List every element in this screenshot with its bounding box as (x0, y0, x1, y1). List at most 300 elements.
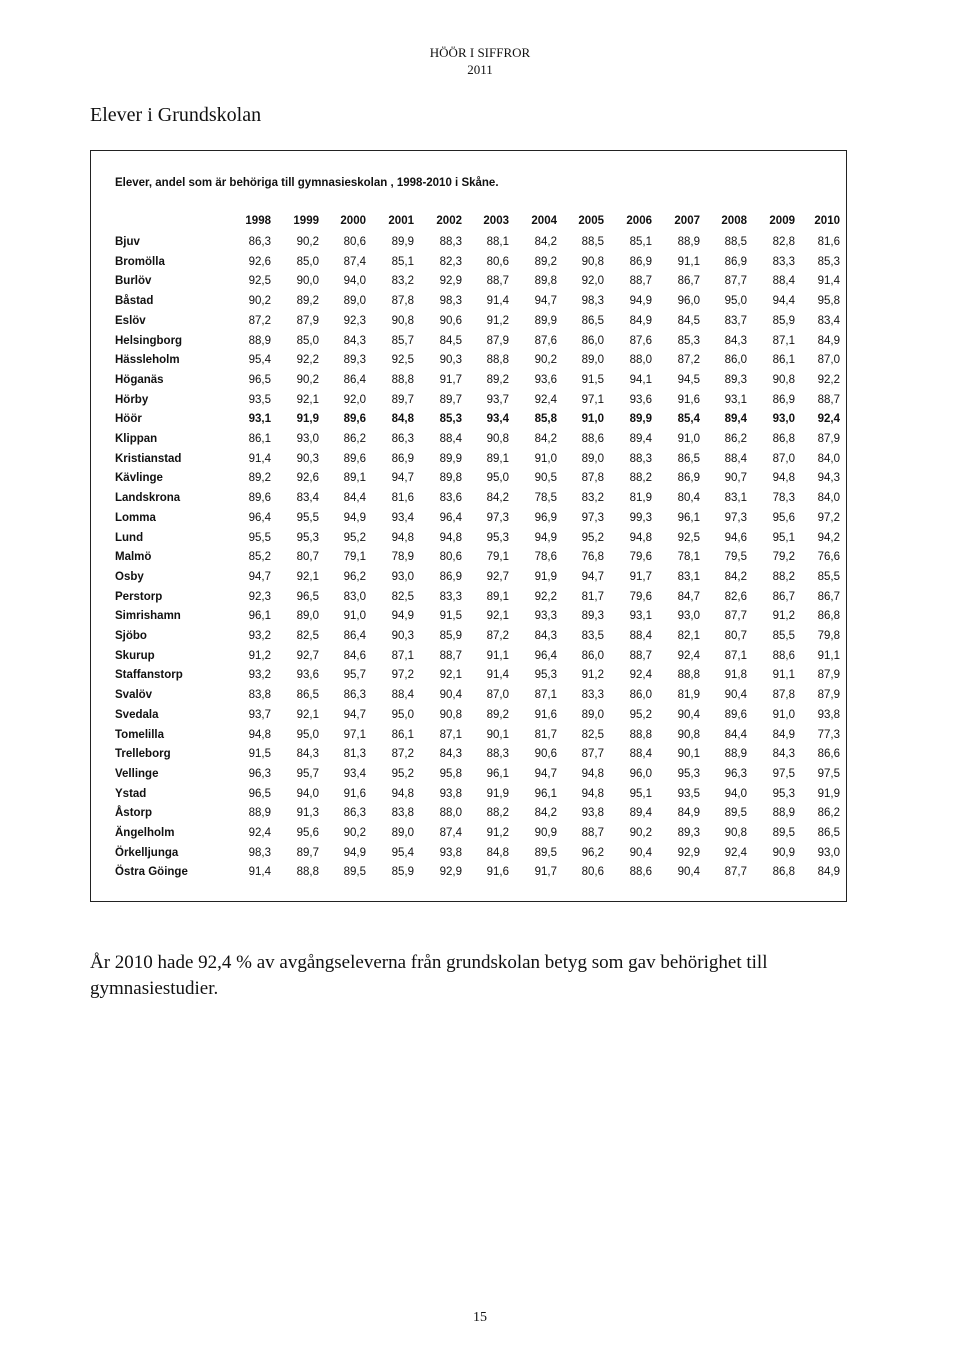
table-cell: 90,6 (534, 748, 557, 761)
table-cell: 94,9 (534, 531, 557, 544)
table-cell: 87,0 (486, 689, 509, 702)
table-cell: 87,9 (486, 334, 509, 347)
table-cell: 86,3 (343, 689, 366, 702)
table-cell: 82,1 (677, 630, 700, 642)
table-cell: 89,3 (724, 373, 747, 386)
municipality-name: Åstorp (115, 807, 153, 820)
table-cell: 87,6 (534, 334, 557, 347)
table-cell: 83,0 (343, 590, 366, 603)
table-cell: 85,3 (677, 334, 700, 347)
table-cell: 95,3 (677, 767, 700, 780)
municipality-name: Lomma (115, 511, 156, 524)
table-cell: 84,5 (439, 334, 462, 347)
table-cell: 90,2 (629, 827, 652, 839)
table-cell: 89,1 (343, 472, 366, 485)
table-cell: 86,5 (677, 452, 700, 465)
table-cell: 88,9 (677, 236, 700, 248)
table-cell: 79,1 (486, 551, 509, 564)
table-cell: 92,0 (581, 275, 604, 288)
table-cell: 96,2 (581, 846, 604, 859)
table-cell: 84,6 (343, 649, 366, 662)
table-cell: 84,9 (677, 807, 700, 820)
table-cell: 93,0 (772, 413, 795, 426)
table-row (91, 729, 848, 749)
table-cell: 87,9 (296, 314, 319, 327)
table-cell: 90,2 (534, 354, 557, 367)
table-cell: 88,3 (629, 452, 652, 465)
table-cell: 89,0 (581, 452, 604, 465)
table-cell: 95,0 (391, 708, 414, 721)
table-cell: 88,9 (248, 807, 271, 820)
table-cell: 94,8 (439, 531, 462, 544)
table-cell: 92,4 (724, 846, 747, 859)
table-cell: 92,3 (343, 314, 366, 327)
table-cell: 76,8 (581, 551, 604, 564)
table-cell: 91,2 (581, 669, 604, 682)
table-row (91, 315, 848, 335)
table-cell: 91,4 (486, 669, 509, 682)
table-cell: 88,8 (629, 728, 652, 741)
table-cell: 83,4 (817, 314, 840, 327)
table-cell: 91,5 (248, 748, 271, 761)
table-cell: 86,1 (391, 728, 414, 741)
table-cell: 89,6 (343, 452, 366, 465)
municipality-name: Landskrona (115, 492, 181, 505)
table-cell: 85,3 (817, 255, 840, 268)
table-row (91, 709, 848, 729)
table-cell: 91,8 (724, 669, 747, 682)
table-cell: 87,7 (724, 866, 747, 879)
table-cell: 86,3 (343, 807, 366, 820)
table-cell: 91,9 (817, 787, 840, 800)
table-cell: 88,4 (391, 689, 414, 702)
table-cell: 95,1 (772, 531, 795, 544)
table-row (91, 591, 848, 611)
table-cell: 89,5 (343, 866, 366, 879)
table-cell: 86,1 (772, 354, 795, 367)
table-cell: 94,6 (724, 531, 747, 544)
table-cell: 89,7 (296, 846, 319, 859)
table-cell: 91,7 (534, 866, 557, 879)
table-cell: 88,8 (391, 373, 414, 386)
table-cell: 82,5 (391, 590, 414, 603)
municipality-name: Osby (115, 570, 144, 583)
table-cell: 82,3 (439, 255, 462, 268)
table-cell: 91,4 (248, 452, 271, 465)
table-cell: 94,9 (343, 511, 366, 524)
table-cell: 94,8 (391, 531, 414, 544)
table-cell: 86,7 (817, 590, 840, 603)
table-cell: 83,7 (724, 314, 747, 327)
table-cell: 83,5 (581, 630, 604, 642)
table-cell: 92,4 (248, 827, 271, 839)
table-cell: 88,5 (581, 236, 604, 248)
table-cell: 97,3 (486, 511, 509, 524)
table-cell: 86,0 (581, 334, 604, 347)
table-cell: 83,3 (772, 255, 795, 268)
table-cell: 96,0 (629, 767, 652, 780)
table-cell: 94,5 (677, 373, 700, 386)
table-cell: 95,3 (772, 787, 795, 800)
municipality-name: Perstorp (115, 590, 163, 603)
year-header-2006: 2006 (626, 215, 652, 227)
table-row (91, 472, 848, 492)
table-cell: 85,9 (772, 314, 795, 327)
year-header-2009: 2009 (769, 215, 795, 227)
table-cell: 95,3 (534, 669, 557, 682)
table-cell: 84,3 (296, 748, 319, 761)
table-cell: 95,8 (439, 767, 462, 780)
table-cell: 93,6 (296, 669, 319, 682)
table-cell: 80,6 (343, 236, 366, 248)
table-cell: 87,8 (581, 472, 604, 485)
table-cell: 93,4 (343, 767, 366, 780)
table-row (91, 866, 848, 886)
table-row (91, 847, 848, 867)
report-header (0, 44, 960, 78)
page-title: Elever i Grundskolan (90, 104, 262, 126)
table-cell: 92,6 (248, 255, 271, 268)
table-cell: 93,8 (439, 846, 462, 859)
municipality-name: Örkelljunga (115, 846, 179, 859)
table-cell: 93,0 (391, 570, 414, 583)
table-cell: 91,0 (677, 433, 700, 445)
table-cell: 91,9 (296, 413, 319, 426)
table-cell: 97,5 (772, 767, 795, 780)
table-cell: 94,8 (772, 472, 795, 485)
table-cell: 89,4 (724, 413, 747, 426)
table-cell: 94,7 (248, 570, 271, 583)
table-cell: 88,4 (629, 630, 652, 642)
municipality-name: Hässleholm (115, 354, 180, 367)
table-cell: 86,9 (439, 570, 462, 583)
table-cell: 78,1 (677, 551, 700, 564)
table-row (91, 669, 848, 689)
table-row (91, 807, 848, 827)
table-cell: 91,4 (248, 866, 271, 879)
table-cell: 95,1 (629, 787, 652, 800)
table-cell: 78,3 (772, 492, 795, 505)
table-row (91, 413, 848, 433)
table-cell: 92,1 (296, 708, 319, 721)
table-cell: 87,9 (817, 689, 840, 702)
municipality-name: Ystad (115, 787, 147, 800)
table-cell: 96,5 (248, 787, 271, 800)
table-cell: 89,0 (581, 354, 604, 367)
table-cell: 84,2 (724, 570, 747, 583)
table-cell: 95,5 (248, 531, 271, 544)
table-cell: 90,2 (248, 295, 271, 308)
table-cell: 83,2 (581, 492, 604, 505)
table-cell: 90,3 (439, 354, 462, 367)
table-cell: 96,3 (724, 767, 747, 780)
table-cell: 86,2 (817, 807, 840, 820)
table-cell: 92,2 (817, 373, 840, 386)
table-cell: 95,2 (629, 708, 652, 721)
table-cell: 84,3 (343, 334, 366, 347)
table-cell: 96,4 (534, 649, 557, 662)
table-cell: 82,8 (772, 236, 795, 248)
table-row (91, 492, 848, 512)
table-cell: 78,9 (391, 551, 414, 564)
table-cell: 95,3 (486, 531, 509, 544)
table-cell: 91,9 (486, 787, 509, 800)
table-cell: 88,5 (724, 236, 747, 248)
table-cell: 86,2 (724, 433, 747, 445)
table-cell: 91,7 (629, 570, 652, 583)
table-cell: 86,9 (677, 472, 700, 485)
table-cell: 88,6 (581, 433, 604, 445)
table-cell: 83,4 (296, 492, 319, 505)
table-row (91, 650, 848, 670)
table-cell: 95,4 (391, 846, 414, 859)
table-cell: 88,7 (439, 649, 462, 662)
table-cell: 93,0 (677, 610, 700, 623)
table-cell: 92,7 (486, 570, 509, 583)
table-cell: 95,7 (343, 669, 366, 682)
year-header-2005: 2005 (578, 215, 604, 227)
table-cell: 92,1 (486, 610, 509, 623)
municipality-name: Tomelilla (115, 728, 164, 741)
table-cell: 95,6 (772, 511, 795, 524)
table-cell: 84,5 (677, 314, 700, 327)
table-row (91, 236, 848, 256)
table-cell: 87,1 (772, 334, 795, 347)
table-cell: 79,5 (724, 551, 747, 564)
table-cell: 97,2 (817, 511, 840, 524)
municipality-name: Bjuv (115, 236, 140, 248)
table-cell: 79,1 (343, 551, 366, 564)
table-cell: 90,2 (343, 827, 366, 839)
table-cell: 92,1 (296, 393, 319, 406)
table-cell: 93,2 (248, 630, 271, 642)
table-cell: 92,4 (534, 393, 557, 406)
table-cell: 84,2 (534, 433, 557, 445)
table-cell: 84,2 (534, 236, 557, 248)
table-cell: 85,0 (296, 334, 319, 347)
table-cell: 94,7 (391, 472, 414, 485)
table-cell: 84,3 (534, 630, 557, 642)
table-cell: 79,6 (629, 590, 652, 603)
table-cell: 84,2 (486, 492, 509, 505)
municipality-name: Höör (115, 413, 142, 426)
table-cell: 95,8 (817, 295, 840, 308)
table-cell: 88,0 (439, 807, 462, 820)
municipality-name: Lund (115, 531, 144, 544)
table-cell: 88,7 (629, 649, 652, 662)
table-cell: 92,2 (534, 590, 557, 603)
table-caption: Elever, andel som är behöriga till gymnasieskolan , 1998-2010 i Skåne. (115, 177, 499, 189)
table-cell: 88,1 (486, 236, 509, 248)
table-cell: 86,9 (772, 393, 795, 406)
table-cell: 83,8 (248, 689, 271, 702)
table-cell: 87,9 (817, 433, 840, 445)
summary-text: År 2010 hade 92,4 % av avgångseleverna från grundskolan betyg som gav behörighet till gymnasiestudier. (90, 952, 768, 999)
table-cell: 97,5 (817, 767, 840, 780)
table-cell: 87,0 (772, 452, 795, 465)
table-cell: 92,9 (677, 846, 700, 859)
table-cell: 84,3 (439, 748, 462, 761)
table-cell: 90,9 (772, 846, 795, 859)
table-cell: 95,2 (343, 531, 366, 544)
table-cell: 92,9 (439, 866, 462, 879)
table-cell: 93,4 (486, 413, 509, 426)
table-cell: 95,2 (391, 767, 414, 780)
table-cell: 95,0 (296, 728, 319, 741)
table-cell: 94,8 (629, 531, 652, 544)
table-cell: 91,0 (343, 610, 366, 623)
table-cell: 91,4 (817, 275, 840, 288)
table-cell: 86,3 (391, 433, 414, 445)
table-cell: 84,0 (817, 492, 840, 505)
table-cell: 89,2 (248, 472, 271, 485)
table-cell: 85,5 (772, 630, 795, 642)
table-cell: 93,6 (534, 373, 557, 386)
table-cell: 89,7 (439, 393, 462, 406)
table-cell: 81,7 (581, 590, 604, 603)
table-cell: 93,7 (248, 708, 271, 721)
table-cell: 87,7 (724, 275, 747, 288)
table-cell: 89,2 (486, 708, 509, 721)
table-cell: 94,0 (724, 787, 747, 800)
table-cell: 88,8 (296, 866, 319, 879)
municipality-name: Bromölla (115, 255, 165, 268)
table-cell: 94,9 (629, 295, 652, 308)
table-cell: 95,7 (296, 767, 319, 780)
table-cell: 94,4 (772, 295, 795, 308)
table-cell: 96,3 (248, 767, 271, 780)
table-cell: 86,0 (581, 649, 604, 662)
table-cell: 89,3 (581, 610, 604, 623)
table-cell: 88,7 (581, 827, 604, 839)
report-header-year: 2011 (467, 62, 493, 77)
table-cell: 93,7 (486, 393, 509, 406)
table-cell: 91,2 (772, 610, 795, 623)
table-cell: 88,6 (772, 649, 795, 662)
table-cell: 87,8 (772, 689, 795, 702)
table-cell: 93,1 (248, 413, 271, 426)
table-cell: 89,7 (391, 393, 414, 406)
table-cell: 97,3 (581, 511, 604, 524)
table-cell: 86,8 (772, 433, 795, 445)
table-cell: 88,4 (772, 275, 795, 288)
table-cell: 90,6 (439, 314, 462, 327)
table-cell: 94,8 (581, 767, 604, 780)
table-cell: 88,8 (486, 354, 509, 367)
table-cell: 89,0 (343, 295, 366, 308)
table-cell: 97,1 (343, 728, 366, 741)
table-cell: 87,7 (581, 748, 604, 761)
year-header-2007: 2007 (674, 215, 700, 227)
table-row (91, 689, 848, 709)
table-cell: 96,5 (248, 373, 271, 386)
year-header-2000: 2000 (340, 215, 366, 227)
table-cell: 79,8 (817, 630, 840, 642)
table-cell: 84,8 (391, 413, 414, 426)
table-cell: 94,7 (534, 295, 557, 308)
table-cell: 89,3 (343, 354, 366, 367)
table-cell: 94,8 (391, 787, 414, 800)
table-cell: 89,0 (391, 827, 414, 839)
municipality-name: Båstad (115, 295, 154, 308)
table-cell: 90,8 (772, 373, 795, 386)
municipality-name: Helsingborg (115, 334, 183, 347)
municipality-name: Svalöv (115, 689, 153, 702)
table-row (91, 748, 848, 768)
table-cell: 84,3 (724, 334, 747, 347)
year-header-1999: 1999 (293, 215, 319, 227)
table-cell: 96,1 (677, 511, 700, 524)
table-cell: 86,2 (343, 433, 366, 445)
table-cell: 97,3 (724, 511, 747, 524)
table-cell: 90,4 (629, 846, 652, 859)
table-cell: 93,3 (534, 610, 557, 623)
table-cell: 77,3 (817, 728, 840, 741)
table-cell: 94,3 (817, 472, 840, 485)
table-cell: 94,8 (248, 728, 271, 741)
table-cell: 92,6 (296, 472, 319, 485)
table-cell: 82,6 (724, 590, 747, 603)
table-cell: 86,4 (343, 630, 366, 642)
table-cell: 98,3 (248, 846, 271, 859)
municipality-name: Hörby (115, 393, 149, 406)
municipality-name: Trelleborg (115, 748, 171, 761)
table-cell: 94,0 (343, 275, 366, 288)
table-cell: 88,3 (486, 748, 509, 761)
table-cell: 94,7 (343, 708, 366, 721)
table-cell: 89,5 (534, 846, 557, 859)
table-cell: 91,0 (581, 413, 604, 426)
table-row (91, 374, 848, 394)
table-cell: 81,6 (391, 492, 414, 505)
table-cell: 84,4 (343, 492, 366, 505)
table-row (91, 512, 848, 532)
table-cell: 84,2 (534, 807, 557, 820)
table-cell: 90,8 (581, 255, 604, 268)
table-cell: 90,8 (391, 314, 414, 327)
table-cell: 78,5 (534, 492, 557, 505)
table-cell: 81,9 (677, 689, 700, 702)
table-cell: 83,1 (677, 570, 700, 583)
table-cell: 83,1 (724, 492, 747, 505)
table-cell: 81,7 (534, 728, 557, 741)
table-cell: 83,8 (391, 807, 414, 820)
table-cell: 87,9 (817, 669, 840, 682)
table-cell: 80,4 (677, 492, 700, 505)
table-row (91, 275, 848, 295)
table-cell: 91,1 (677, 255, 700, 268)
table-cell: 96,0 (677, 295, 700, 308)
table-cell: 95,6 (296, 827, 319, 839)
municipality-name: Staffanstorp (115, 669, 183, 682)
table-cell: 79,6 (629, 551, 652, 564)
table-cell: 84,9 (772, 728, 795, 741)
table-cell: 93,0 (296, 433, 319, 445)
table-cell: 92,1 (296, 570, 319, 583)
table-row (91, 532, 848, 552)
table-cell: 92,4 (629, 669, 652, 682)
table-cell: 84,9 (817, 866, 840, 879)
table-cell: 90,4 (724, 689, 747, 702)
municipality-name: Eslöv (115, 314, 146, 327)
year-header-2001: 2001 (388, 215, 414, 227)
table-row (91, 256, 848, 276)
table-cell: 90,8 (677, 728, 700, 741)
table-cell: 86,6 (817, 748, 840, 761)
table-cell: 85,8 (534, 413, 557, 426)
table-cell: 92,9 (439, 275, 462, 288)
table-cell: 90,4 (439, 689, 462, 702)
